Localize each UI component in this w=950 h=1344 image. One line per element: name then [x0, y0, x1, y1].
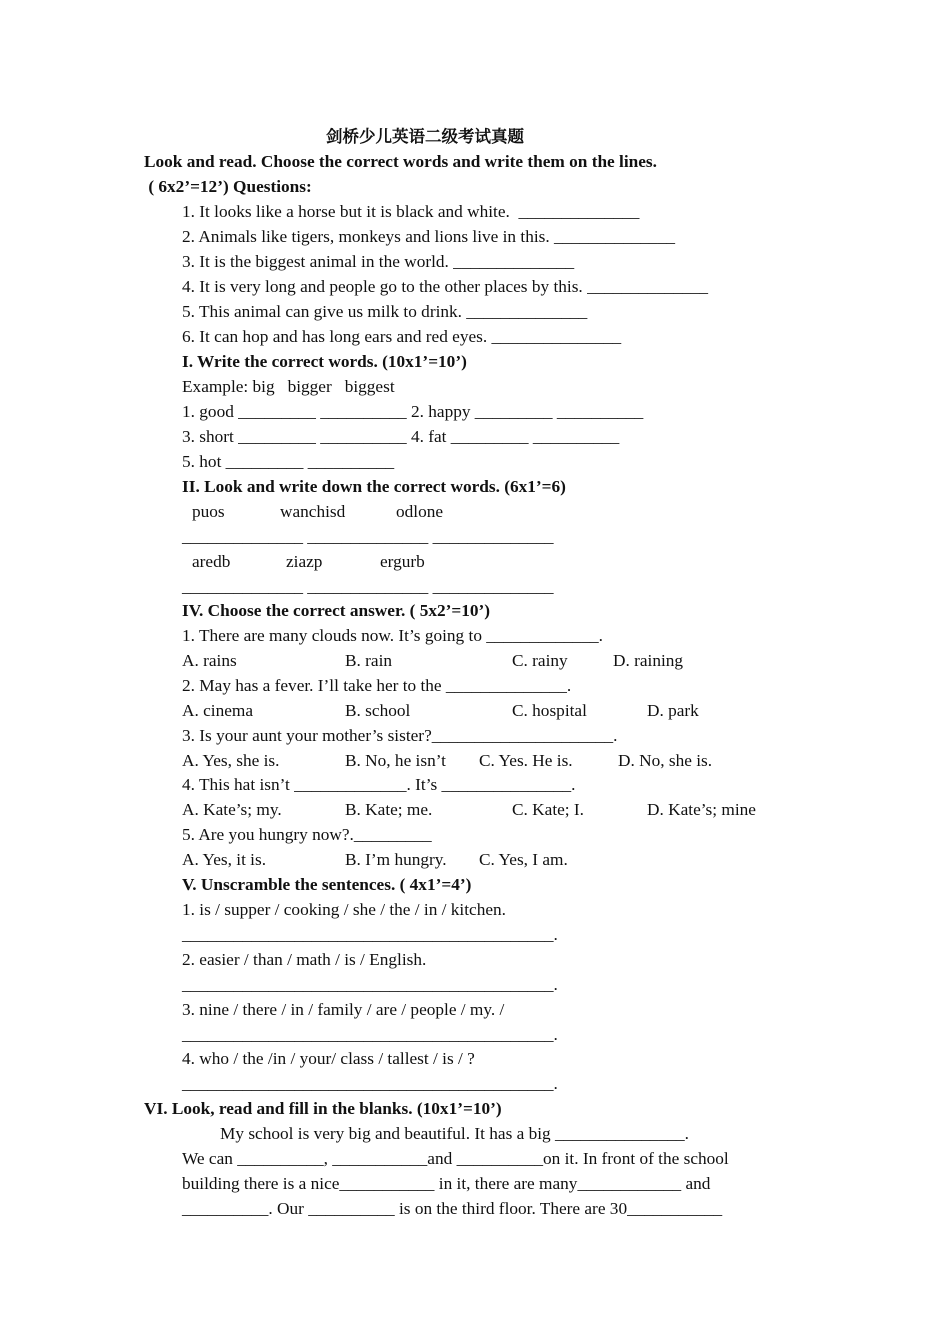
answer-option: D. raining — [613, 651, 684, 670]
part6-line-3: building there is a nice___________ in it, there are many____________ and — [182, 1174, 711, 1193]
part5-item-1: 1. is / supper / cooking / she / the / in / kitchen. — [182, 900, 506, 919]
answer-option: A. Yes, she is. — [182, 751, 280, 770]
part5-item-4: 4. who / the /in / your/ class / tallest / is / ? — [182, 1049, 475, 1068]
answer-option: B. I’m hungry. — [345, 850, 447, 869]
part1-question-3: 3. It is the biggest animal in the world. ______________ — [182, 252, 575, 271]
answer-option: D. No, she is. — [618, 751, 713, 770]
part5-answer-line: ___________________________________________. — [182, 1025, 558, 1044]
part2-item-3: 5. hot _________ __________ — [182, 452, 395, 471]
part5-item-3: 3. nine / there / in / family / are / people / my. / — [182, 1000, 505, 1019]
part2-heading: I. Write the correct words. (10x1’=10’) — [182, 352, 467, 371]
answer-option: A. rains — [182, 651, 237, 670]
part4-question-4: 4. This hat isn’t _____________. It’s _______________. — [182, 775, 576, 794]
part1-question-2: 2. Animals like tigers, monkeys and lions live in this. ______________ — [182, 227, 675, 246]
part6-heading: VI. Look, read and fill in the blanks. (10x1’=10’) — [144, 1099, 502, 1118]
answer-option: B. Kate; me. — [345, 800, 433, 819]
part1-question-1: 1. It looks like a horse but it is black and white. ______________ — [182, 202, 640, 221]
part5-answer-line: ___________________________________________. — [182, 1074, 558, 1093]
scrambled-word: ergurb — [380, 552, 425, 571]
part5-heading: V. Unscramble the sentences. ( 4x1’=4’) — [182, 875, 472, 894]
answer-option: D. Kate’s; mine — [647, 800, 756, 819]
scrambled-word: odlone — [396, 502, 444, 521]
answer-option: C. Yes. He is. — [479, 751, 573, 770]
answer-option: A. Kate’s; my. — [182, 800, 282, 819]
part4-question-5: 5. Are you hungry now?._________ — [182, 825, 432, 844]
part3-heading: II. Look and write down the correct words. (6x1’=6) — [182, 477, 566, 496]
part6-line-2: We can __________, ___________and __________on it. In front of the school — [182, 1149, 729, 1168]
part5-answer-line: ___________________________________________. — [182, 925, 558, 944]
exam-title: 剑桥少儿英语二级考试真题 — [326, 127, 524, 146]
part4-question-2: 2. May has a fever. I’ll take her to the ______________. — [182, 676, 572, 695]
part1-heading: Look and read. Choose the correct words and write them on the lines. — [144, 152, 657, 171]
part1-question-4: 4. It is very long and people go to the other places by this. ______________ — [182, 277, 709, 296]
part1-subheading: ( 6x2’=12’) Questions: — [144, 177, 312, 196]
part4-question-1: 1. There are many clouds now. It’s going to _____________. — [182, 626, 603, 645]
part1-question-5: 5. This animal can give us milk to drink. ______________ — [182, 302, 588, 321]
part1-question-6: 6. It can hop and has long ears and red eyes. _______________ — [182, 327, 622, 346]
scrambled-word: wanchisd — [280, 502, 346, 521]
answer-option: C. rainy — [512, 651, 568, 670]
part3-blanks-row-1: ______________ ______________ ______________ — [182, 527, 554, 546]
answer-option: B. rain — [345, 651, 393, 670]
answer-option: B. school — [345, 701, 411, 720]
part6-line-4: __________. Our __________ is on the third floor. There are 30___________ — [182, 1199, 723, 1218]
answer-option: A. Yes, it is. — [182, 850, 267, 869]
answer-option: D. park — [647, 701, 699, 720]
part4-question-3: 3. Is your aunt your mother’s sister?_____________________. — [182, 726, 618, 745]
part6-line-1: My school is very big and beautiful. It has a big _______________. — [220, 1124, 689, 1143]
answer-option: C. hospital — [512, 701, 587, 720]
answer-option: A. cinema — [182, 701, 254, 720]
part5-item-2: 2. easier / than / math / is / English. — [182, 950, 427, 969]
part2-item-1: 1. good _________ __________ 2. happy _________ __________ — [182, 402, 644, 421]
answer-option: C. Yes, I am. — [479, 850, 568, 869]
scrambled-word: aredb — [192, 552, 231, 571]
part2-item-2: 3. short _________ __________ 4. fat _________ __________ — [182, 427, 620, 446]
scrambled-word: ziazp — [286, 552, 323, 571]
scrambled-word: puos — [192, 502, 225, 521]
part2-example: Example: big bigger biggest — [182, 377, 395, 396]
part4-heading: IV. Choose the correct answer. ( 5x2’=10’) — [182, 601, 491, 620]
part3-blanks-row-2: ______________ ______________ ______________ — [182, 577, 554, 596]
answer-option: C. Kate; I. — [512, 800, 584, 819]
answer-option: B. No, he isn’t — [345, 751, 446, 770]
part5-answer-line: ___________________________________________. — [182, 975, 558, 994]
